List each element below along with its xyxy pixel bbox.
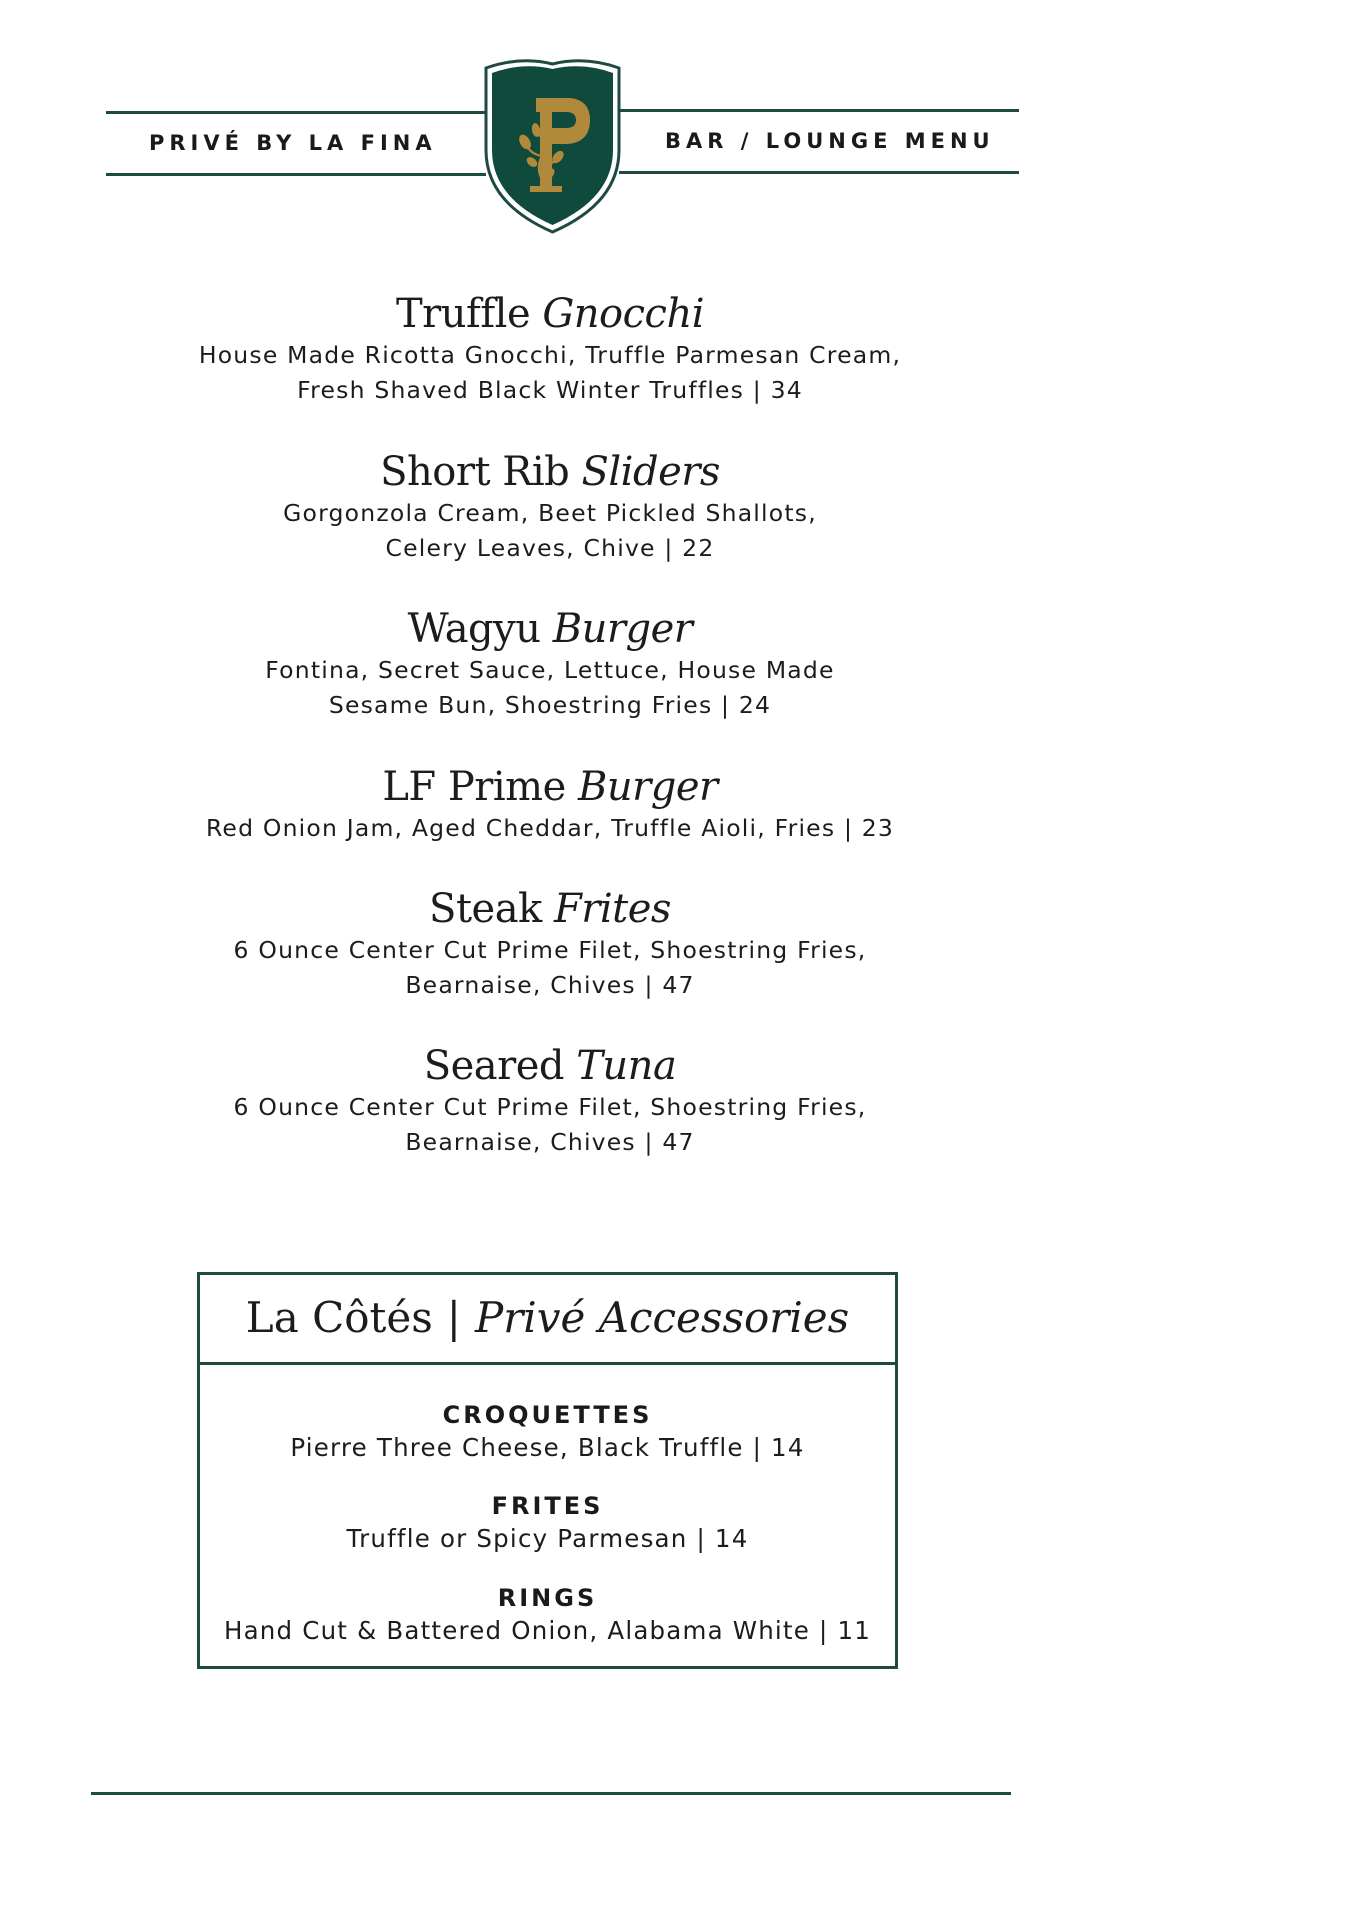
item-title-plain: Steak (429, 886, 542, 932)
item-title (100, 763, 1000, 811)
sides-section (197, 1272, 898, 1669)
sides-title-italic: Privé Accessories (474, 1293, 850, 1342)
header-rule-top-right (619, 109, 1019, 112)
item-title-italic: Frites (554, 886, 671, 932)
item-description-line: Red Onion Jam, Aged Cheddar, Truffle Aioli, Fries | 23 (205, 814, 895, 842)
item-title (100, 290, 1000, 338)
side-item-description: Hand Cut & Battered Onion, Alabama White | 11 (223, 1616, 872, 1645)
side-item-rings (200, 1582, 895, 1648)
monogram-shield-icon (480, 58, 625, 236)
item-title-plain: LF Prime (382, 764, 566, 810)
item-title-italic: Burger (578, 764, 718, 810)
item-description-line: Bearnaise, Chives | 47 (405, 971, 695, 999)
menu-item-truffle-gnocchi (100, 290, 1000, 408)
item-description-line: Sesame Bun, Shoestring Fries | 24 (328, 691, 772, 719)
item-description-line: Fresh Shaved Black Winter Truffles | 34 (297, 376, 803, 404)
item-description-line: 6 Ounce Center Cut Prime Filet, Shoestring Fries, (233, 936, 867, 964)
item-description-line: 6 Ounce Center Cut Prime Filet, Shoestring Fries, (233, 1093, 867, 1121)
side-item-name: FRITES (491, 1492, 604, 1520)
menu-item-steak-frites (100, 885, 1000, 1003)
item-title-italic: Burger (552, 606, 693, 652)
item-description-line: Gorgonzola Cream, Beet Pickled Shallots, (283, 499, 817, 527)
item-description-line: House Made Ricotta Gnocchi, Truffle Parmesan Cream, (198, 341, 902, 369)
item-title (100, 448, 1000, 496)
menu-item-seared-tuna (100, 1042, 1000, 1160)
side-item-frites (200, 1490, 895, 1556)
item-title-plain: Wagyu (407, 606, 541, 652)
item-title (100, 1042, 1000, 1090)
footer-rule (91, 1792, 1011, 1795)
item-title-plain: Seared (423, 1043, 565, 1089)
item-title (100, 605, 1000, 653)
item-title-italic: Gnocchi (542, 291, 704, 337)
side-item-description: Truffle or Spicy Parmesan | 14 (346, 1524, 749, 1553)
item-title (100, 885, 1000, 933)
sides-title-separator: | (446, 1293, 461, 1342)
side-item-name: RINGS (497, 1584, 598, 1612)
item-title-plain: Truffle (395, 291, 531, 337)
item-description-line: Fontina, Secret Sauce, Lettuce, House Made (265, 656, 835, 684)
item-description-line: Celery Leaves, Chive | 22 (385, 534, 715, 562)
menu-item-short-rib-sliders (100, 448, 1000, 566)
header-rule-top-left (106, 111, 486, 114)
sides-title (200, 1287, 895, 1349)
header-rule-bottom-left (106, 173, 486, 176)
header-rule-bottom-right (619, 171, 1019, 174)
sides-divider (200, 1362, 895, 1365)
item-description-line: Bearnaise, Chives | 47 (405, 1128, 695, 1156)
item-title-italic: Sliders (581, 449, 720, 495)
sides-title-plain: La Côtés (245, 1293, 433, 1342)
item-title-italic: Tuna (576, 1043, 677, 1089)
menu-item-lf-prime-burger (100, 763, 1000, 846)
side-item-croquettes (200, 1399, 895, 1465)
side-item-name: CROQUETTES (442, 1401, 653, 1429)
restaurant-name: PRIVÉ BY LA FINA (149, 131, 437, 155)
item-title-plain: Short Rib (380, 449, 570, 495)
menu-type-label: BAR / LOUNGE MENU (665, 129, 995, 153)
side-item-description: Pierre Three Cheese, Black Truffle | 14 (290, 1433, 805, 1462)
menu-item-wagyu-burger (100, 605, 1000, 723)
